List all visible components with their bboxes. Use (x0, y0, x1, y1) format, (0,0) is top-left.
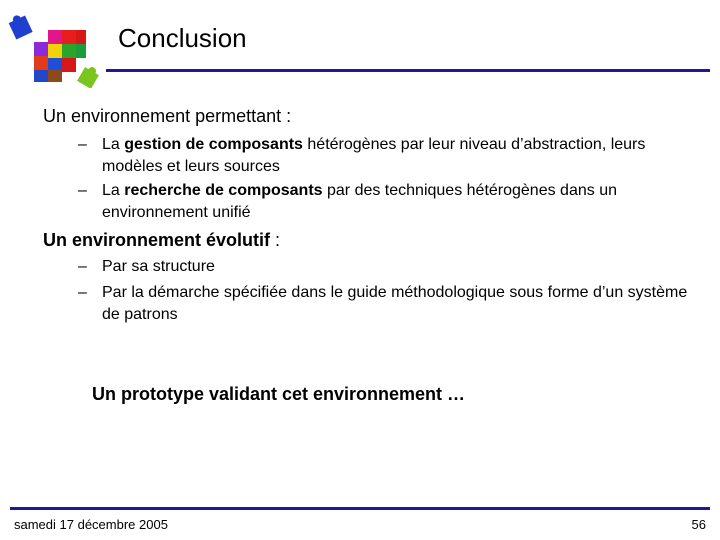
list-item: – Par la démarche spécifiée dans le guide méthodologique sous forme d’un système de patrons (78, 284, 688, 323)
list-item: – La gestion de composants hétérogènes par leur niveau d’abstraction, leurs modèles et leurs sources (78, 136, 646, 175)
footer-date: samedi 17 décembre 2005 (14, 517, 168, 532)
bullet-dash: – (78, 284, 87, 301)
bullet-dash: – (78, 258, 87, 275)
prototype-statement: Un prototype validant cet environnement … (92, 384, 466, 404)
title-divider (106, 69, 710, 72)
list-item: – Par sa structure (78, 256, 690, 278)
footer-divider (10, 507, 710, 510)
bullet-dash: – (78, 182, 87, 199)
emphasis-text: gestion de composants (124, 136, 303, 153)
slide-title: Conclusion (118, 23, 247, 53)
bullet-dash: – (78, 136, 87, 153)
emphasis-text: recherche de composants (124, 182, 323, 199)
section2-heading: Un environnement évolutif : (43, 230, 281, 250)
puzzle-pieces-icon (6, 12, 102, 88)
page-number: 56 (691, 517, 706, 532)
section1-heading: Un environnement permettant : (43, 106, 292, 126)
list-item: – La recherche de composants par des techniques hétérogènes dans un environnement unifié (78, 182, 617, 221)
